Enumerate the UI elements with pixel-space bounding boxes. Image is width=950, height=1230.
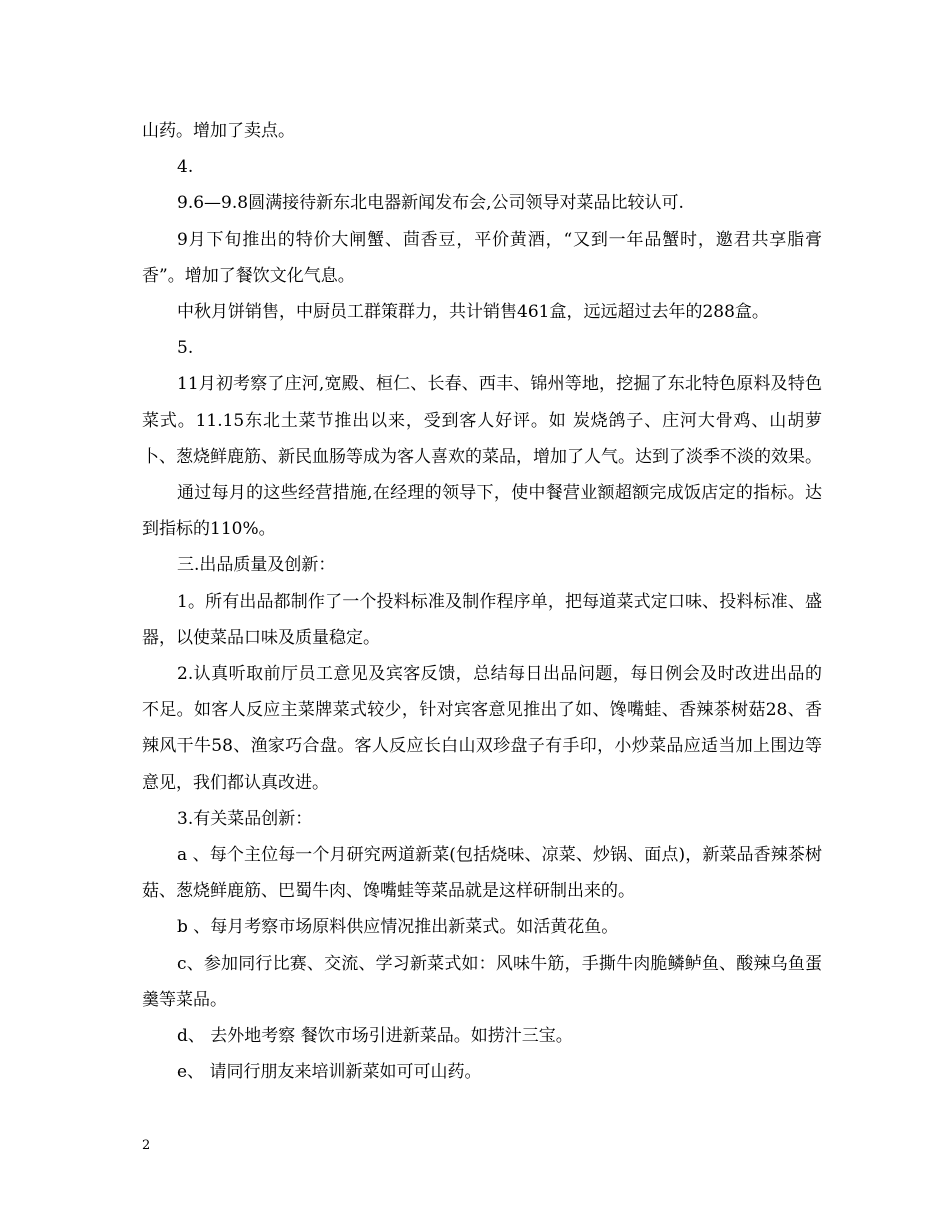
list-item: a 、每个主位每一个月研究两道新菜(包括烧味、凉菜、炒锅、面点)，新菜品香辣茶树菇、葱烧鲜鹿筋、巴蜀牛肉、馋嘴蛙等菜品就是这样研制出来的。 xyxy=(142,845,822,902)
list-item: b 、每月考察市场原料供应情况推出新菜式。如活黄花鱼。 xyxy=(177,917,619,938)
paragraph: 中秋月饼销售，中厨员工群策群力，共计销售461盒，远远超过去年的288盒。 xyxy=(177,302,769,323)
document-body xyxy=(142,113,822,1090)
paragraph: 11月初考察了庄河,宽殿、桓仁、长春、西丰、锦州等地，挖掘了东北特色原料及特色菜式。11.15东北土菜节推出以来，受到客人好评。如 炭烧鸽子、庄河大骨鸡、山胡萝卜、葱烧鲜鹿筋、新民血肠等成为客人喜欢的菜品，增加了人气。达到了淡季不淡的效果。 xyxy=(142,374,822,467)
list-item: c、参加同行比赛、交流、学习新菜式如：风味牛筋，手撕牛肉脆鳞鲈鱼、酸辣乌鱼蛋羹等菜品。 xyxy=(142,953,822,1010)
page-number: 2 xyxy=(142,1138,151,1153)
paragraph: 通过每月的这些经营措施,在经理的领导下，使中餐营业额超额完成饭店定的指标。达到指标的110%。 xyxy=(142,483,822,540)
list-item: e、 请同行朋友来培训新菜如可可山药。 xyxy=(177,1062,482,1083)
paragraph: 9.6—9.8圆满接待新东北电器新闻发布会,公司领导对菜品比较认可. xyxy=(177,193,684,214)
paragraph: 1。所有出品都制作了一个投料标准及制作程序单，把每道菜式定口味、投料标准、盛器，以使菜品口味及质量稳定。 xyxy=(142,591,822,648)
section-number-5: 5. xyxy=(177,338,194,359)
paragraph: 2.认真听取前厅员工意见及宾客反馈，总结每日出品问题，每日例会及时改进出品的不足。如客人反应主菜牌菜式较少，针对宾客意见推出了如、馋嘴蛙、香辣茶树菇28、香辣风干牛58、渔家巧合盘。客人反应长白山双珍盘子有手印，小炒菜品应适当加上围边等意见，我们都认真改进。 xyxy=(142,664,822,793)
paragraph: 9月下旬推出的特价大闸蟹、茴香豆，平价黄酒，“又到一年品蟹时，邀君共享脂膏香”。增加了餐饮文化气息。 xyxy=(142,229,822,286)
paragraph: 山药。增加了卖点。 xyxy=(142,121,295,141)
section-number-4: 4. xyxy=(177,157,194,178)
section-heading: 三.出品质量及创新： xyxy=(177,555,336,576)
list-item: d、 去外地考察 餐饮市场引进新菜品。如捞汁三宝。 xyxy=(177,1026,573,1047)
subsection-heading: 3.有关菜品创新： xyxy=(177,808,313,829)
